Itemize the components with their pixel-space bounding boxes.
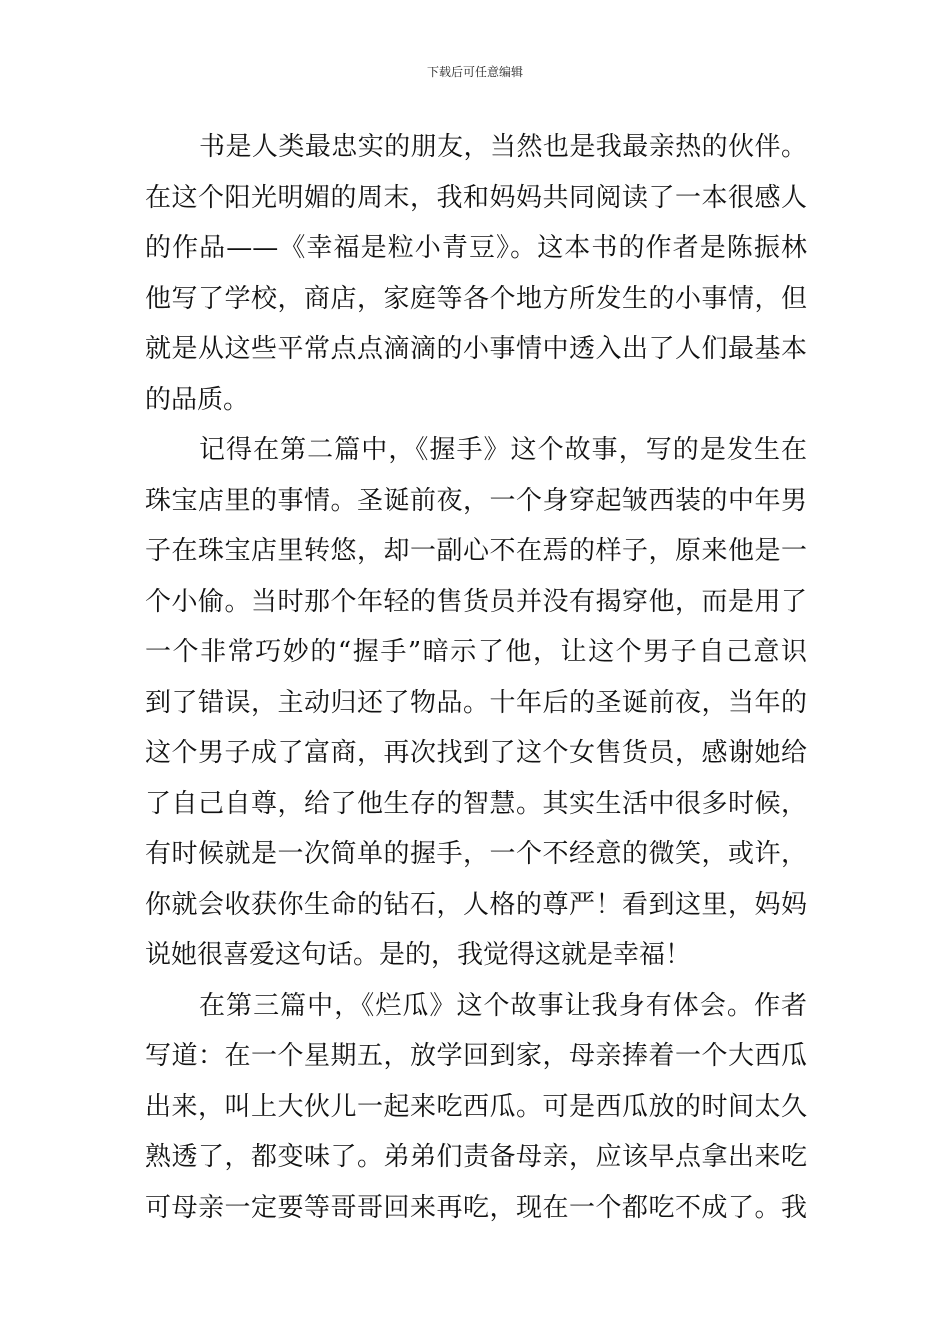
text-line: 书是人类最忠实的朋友，当然也是我最亲热的伙伴。 xyxy=(199,132,807,162)
text-line: 珠宝店里的事情。圣诞前夜，一个身穿起皱西装的中年男 xyxy=(145,485,807,516)
text-line: 你就会收获你生命的钻石，人格的尊严！看到这里，妈妈 xyxy=(145,889,807,920)
text-line: 记得在第二篇中，《握手》这个故事，写的是发生在 xyxy=(199,435,807,465)
page-header: 下载后可任意编辑 xyxy=(426,65,523,79)
text-line: 他写了学校，商店，家庭等各个地方所发生的小事情，但 xyxy=(145,283,807,314)
text-line: 的作品——《幸福是粒小青豆》。这本书的作者是陈振林 xyxy=(145,233,807,263)
text-line: 出来，叫上大伙儿一起来吃西瓜。可是西瓜放的时间太久 xyxy=(145,1091,807,1122)
text-line: 到了错误，主动归还了物品。十年后的圣诞前夜，当年的 xyxy=(145,687,807,718)
text-line: 子在珠宝店里转悠，却一副心不在焉的样子，原来他是一 xyxy=(145,536,807,566)
text-line: 有时候就是一次简单的握手，一个不经意的微笑，或许， xyxy=(145,839,807,869)
text-line: 就是从这些平常点点滴滴的小事情中透入出了人们最基本 xyxy=(145,334,807,364)
text-line: 说她很喜爱这句话。是的，我觉得这就是幸福！ xyxy=(145,940,692,970)
text-line: 写道：在一个星期五，放学回到家，母亲捧着一个大西瓜 xyxy=(145,1041,807,1071)
text-line: 了自己自尊，给了他生存的智慧。其实生活中很多时候， xyxy=(145,788,807,819)
text-line: 的品质。 xyxy=(145,384,250,415)
text-line: 个小偷。当时那个年轻的售货员并没有揭穿他，而是用了 xyxy=(145,586,807,617)
document-body xyxy=(145,122,807,1233)
text-line: 这个男子成了富商，再次找到了这个女售货员，感谢她给 xyxy=(145,738,807,768)
text-line: 在这个阳光明媚的周末，我和妈妈共同阅读了一本很感人 xyxy=(145,182,807,213)
text-line: 在第三篇中，《烂瓜》这个故事让我身有体会。作者 xyxy=(199,990,807,1021)
text-line: 可母亲一定要等哥哥回来再吃，现在一个都吃不成了。我 xyxy=(145,1192,807,1223)
text-line: 熟透了，都变味了。弟弟们责备母亲，应该早点拿出来吃 xyxy=(145,1142,807,1172)
text-line: 一个非常巧妙的“握手”暗示了他，让这个男子自己意识 xyxy=(145,637,807,667)
